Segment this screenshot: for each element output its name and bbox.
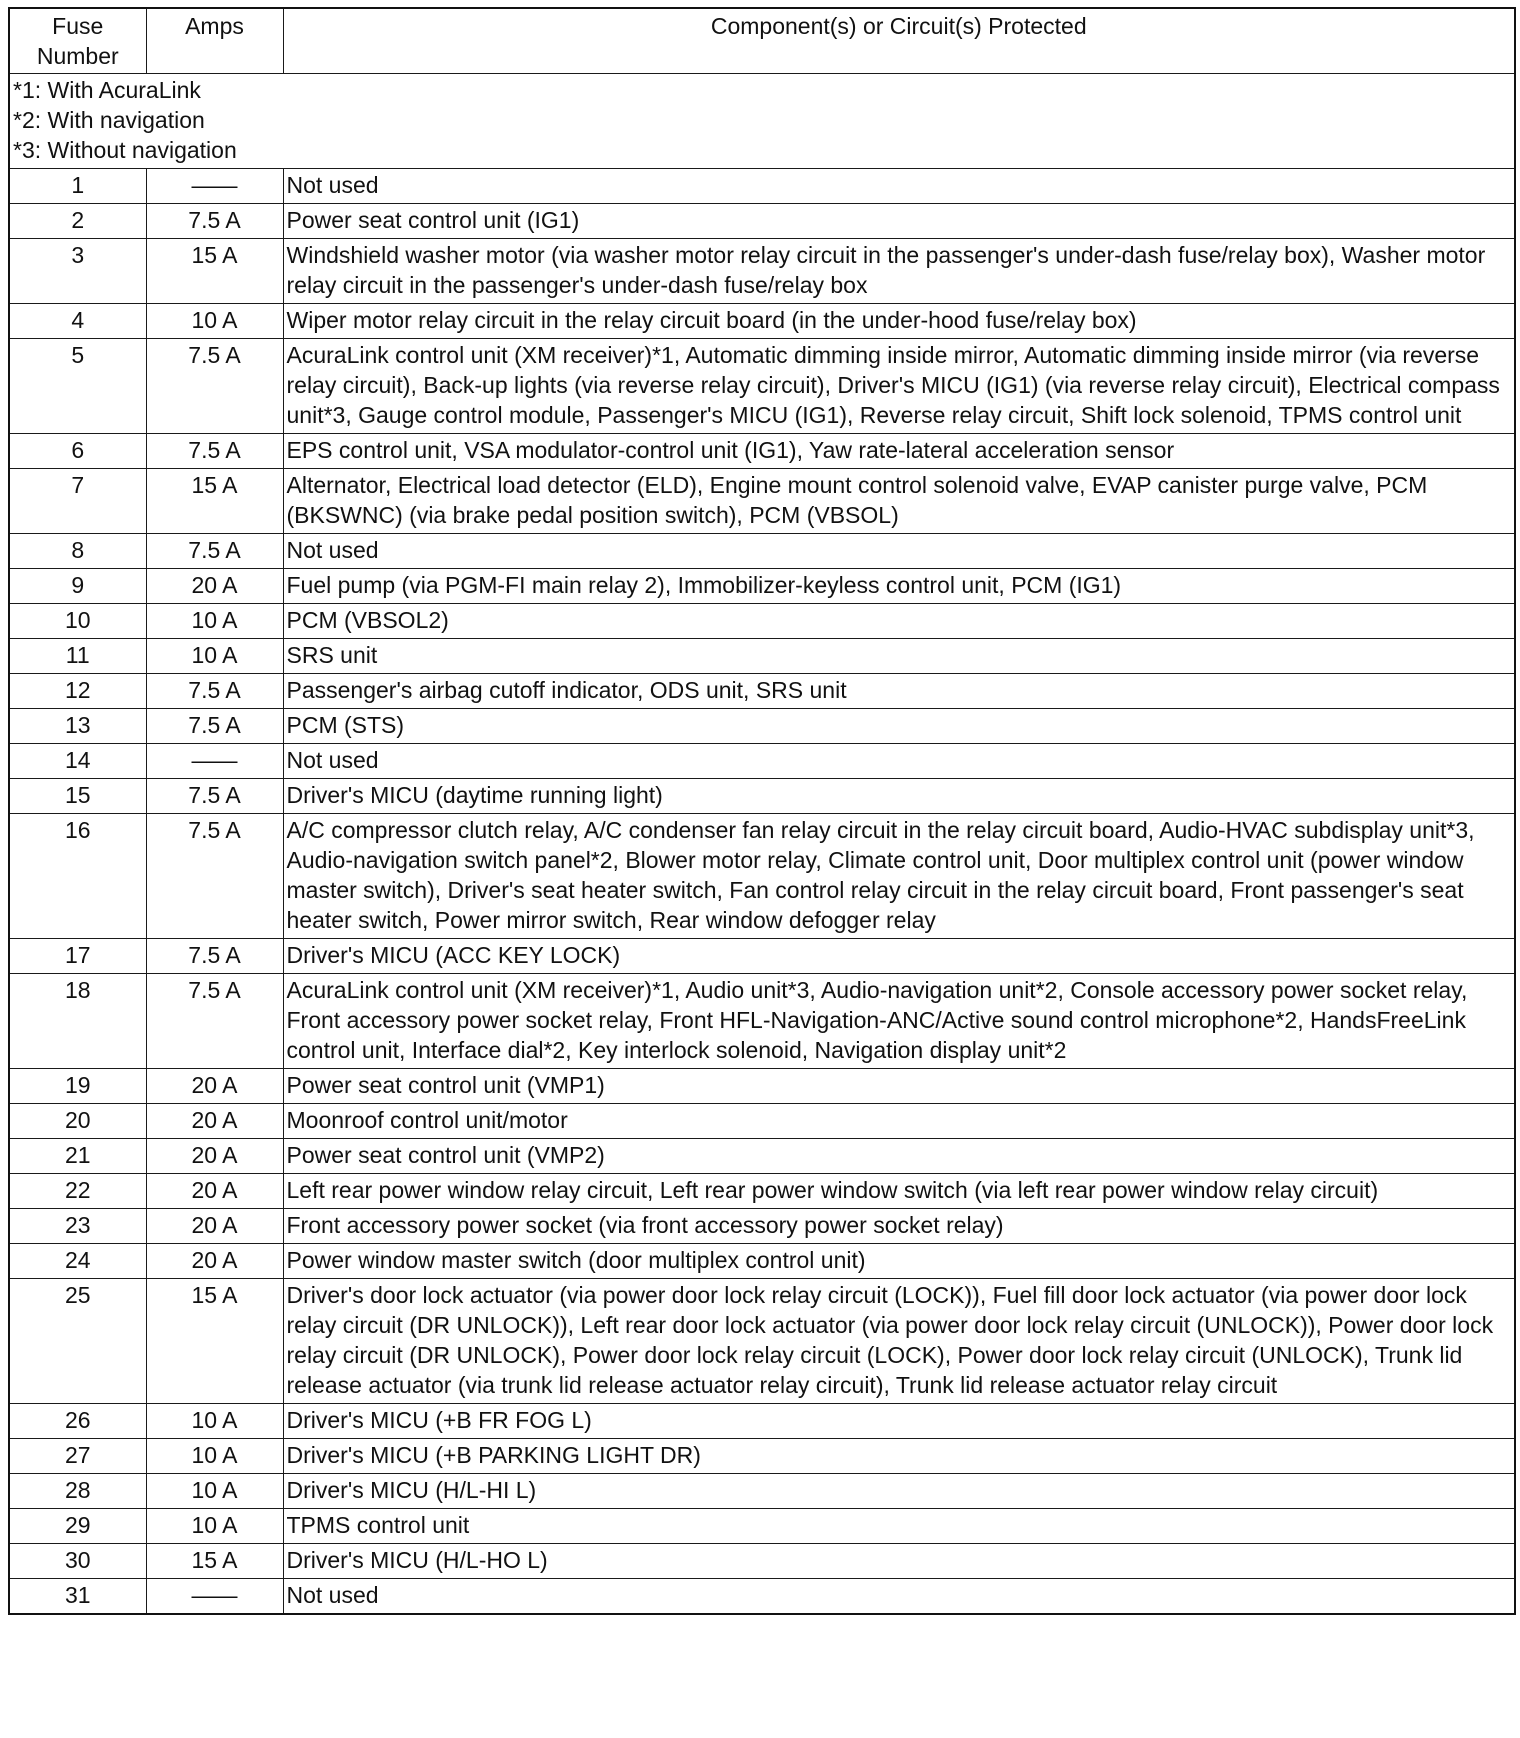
fuse-number-cell: 1 bbox=[9, 169, 146, 204]
amps-cell: 7.5 A bbox=[146, 939, 283, 974]
component-cell: Driver's MICU (H/L-HI L) bbox=[283, 1474, 1515, 1509]
component-cell: PCM (VBSOL2) bbox=[283, 604, 1515, 639]
header-fuse-number bbox=[9, 8, 146, 74]
amps-cell: 20 A bbox=[146, 1069, 283, 1104]
amps-cell: 20 A bbox=[146, 1139, 283, 1174]
component-cell: Driver's MICU (+B PARKING LIGHT DR) bbox=[283, 1439, 1515, 1474]
component-cell: Passenger's airbag cutoff indicator, ODS unit, SRS unit bbox=[283, 674, 1515, 709]
fuse-number-cell: 30 bbox=[9, 1544, 146, 1579]
amps-cell: 7.5 A bbox=[146, 674, 283, 709]
table-row bbox=[9, 204, 1515, 239]
table-row bbox=[9, 604, 1515, 639]
amps-cell: 15 A bbox=[146, 1544, 283, 1579]
amps-cell: 20 A bbox=[146, 569, 283, 604]
header-row bbox=[9, 8, 1515, 74]
component-cell: Power seat control unit (VMP1) bbox=[283, 1069, 1515, 1104]
amps-cell: 20 A bbox=[146, 1209, 283, 1244]
amps-cell: 20 A bbox=[146, 1244, 283, 1279]
table-row bbox=[9, 1474, 1515, 1509]
table-row bbox=[9, 1244, 1515, 1279]
amps-cell: 10 A bbox=[146, 1509, 283, 1544]
amps-cell: 20 A bbox=[146, 1104, 283, 1139]
component-cell: Not used bbox=[283, 744, 1515, 779]
fuse-table bbox=[8, 7, 1516, 1615]
table-row bbox=[9, 1404, 1515, 1439]
table-row bbox=[9, 639, 1515, 674]
table-row bbox=[9, 814, 1515, 939]
amps-cell: 10 A bbox=[146, 1474, 283, 1509]
table-row bbox=[9, 304, 1515, 339]
table-row bbox=[9, 339, 1515, 434]
fuse-number-cell: 13 bbox=[9, 709, 146, 744]
fuse-number-cell: 16 bbox=[9, 814, 146, 939]
amps-cell: 15 A bbox=[146, 1279, 283, 1404]
table-row bbox=[9, 1439, 1515, 1474]
amps-cell: —— bbox=[146, 169, 283, 204]
amps-cell: 7.5 A bbox=[146, 534, 283, 569]
table-row bbox=[9, 1104, 1515, 1139]
component-cell: Front accessory power socket (via front accessory power socket relay) bbox=[283, 1209, 1515, 1244]
component-cell: Driver's MICU (daytime running light) bbox=[283, 779, 1515, 814]
component-cell: Driver's MICU (ACC KEY LOCK) bbox=[283, 939, 1515, 974]
component-cell: Driver's MICU (H/L-HO L) bbox=[283, 1544, 1515, 1579]
fuse-number-cell: 31 bbox=[9, 1579, 146, 1615]
table-row bbox=[9, 1544, 1515, 1579]
fuse-number-cell: 5 bbox=[9, 339, 146, 434]
component-cell: SRS unit bbox=[283, 639, 1515, 674]
table-row bbox=[9, 169, 1515, 204]
fuse-number-cell: 4 bbox=[9, 304, 146, 339]
amps-cell: 7.5 A bbox=[146, 204, 283, 239]
table-row bbox=[9, 1139, 1515, 1174]
footnote: *1: With AcuraLink bbox=[13, 77, 201, 103]
fuse-number-cell: 6 bbox=[9, 434, 146, 469]
table-row bbox=[9, 779, 1515, 814]
component-cell: Power window master switch (door multiplex control unit) bbox=[283, 1244, 1515, 1279]
amps-cell: 10 A bbox=[146, 304, 283, 339]
table-row bbox=[9, 1174, 1515, 1209]
amps-cell: 7.5 A bbox=[146, 709, 283, 744]
table-row bbox=[9, 1279, 1515, 1404]
component-cell: EPS control unit, VSA modulator-control unit (IG1), Yaw rate-lateral acceleration sensor bbox=[283, 434, 1515, 469]
header-component: Component(s) or Circuit(s) Protected bbox=[283, 8, 1515, 74]
fuse-number-cell: 29 bbox=[9, 1509, 146, 1544]
amps-cell: 7.5 A bbox=[146, 814, 283, 939]
table-row bbox=[9, 434, 1515, 469]
table-row bbox=[9, 974, 1515, 1069]
fuse-number-cell: 14 bbox=[9, 744, 146, 779]
notes-row bbox=[9, 74, 1515, 169]
header-fuse-line2: Number bbox=[36, 43, 119, 69]
footnote: *3: Without navigation bbox=[13, 137, 237, 163]
fuse-number-cell: 17 bbox=[9, 939, 146, 974]
fuse-number-cell: 12 bbox=[9, 674, 146, 709]
amps-cell: 10 A bbox=[146, 1439, 283, 1474]
table-row bbox=[9, 939, 1515, 974]
fuse-number-cell: 18 bbox=[9, 974, 146, 1069]
table-row bbox=[9, 744, 1515, 779]
fuse-number-cell: 24 bbox=[9, 1244, 146, 1279]
table-row bbox=[9, 1579, 1515, 1615]
fuse-number-cell: 19 bbox=[9, 1069, 146, 1104]
table-row bbox=[9, 239, 1515, 304]
component-cell: Left rear power window relay circuit, Left rear power window switch (via left rear power window relay circuit) bbox=[283, 1174, 1515, 1209]
fuse-number-cell: 28 bbox=[9, 1474, 146, 1509]
header-amps: Amps bbox=[146, 8, 283, 74]
amps-cell: —— bbox=[146, 744, 283, 779]
table-row bbox=[9, 674, 1515, 709]
footnote: *2: With navigation bbox=[13, 107, 205, 133]
table-row bbox=[9, 1509, 1515, 1544]
fuse-number-cell: 2 bbox=[9, 204, 146, 239]
fuse-number-cell: 23 bbox=[9, 1209, 146, 1244]
table-row bbox=[9, 1069, 1515, 1104]
component-cell: AcuraLink control unit (XM receiver)*1, Audio unit*3, Audio-navigation unit*2, Console accessory power socket relay, Front accessory power socket relay, Front HFL-Navigation-ANC/Active sound control microphone*2, HandsFreeLink control unit, Interface dial*2, Key interlock solenoid, Navigation display unit*2 bbox=[283, 974, 1515, 1069]
component-cell: AcuraLink control unit (XM receiver)*1, Automatic dimming inside mirror, Automatic dimming inside mirror (via reverse relay circuit), Back-up lights (via reverse relay circuit), Driver's MICU (IG1) (via reverse relay circuit), Electrical compass unit*3, Gauge control module, Passenger's MICU (IG1), Reverse relay circuit, Shift lock solenoid, TPMS control unit bbox=[283, 339, 1515, 434]
fuse-number-cell: 22 bbox=[9, 1174, 146, 1209]
component-cell: TPMS control unit bbox=[283, 1509, 1515, 1544]
amps-cell: 7.5 A bbox=[146, 779, 283, 814]
component-cell: Power seat control unit (VMP2) bbox=[283, 1139, 1515, 1174]
fuse-number-cell: 10 bbox=[9, 604, 146, 639]
footnotes bbox=[9, 74, 1515, 169]
fuse-number-cell: 7 bbox=[9, 469, 146, 534]
fuse-number-cell: 20 bbox=[9, 1104, 146, 1139]
header-fuse-line1: Fuse bbox=[52, 13, 104, 39]
component-cell: Power seat control unit (IG1) bbox=[283, 204, 1515, 239]
fuse-number-cell: 21 bbox=[9, 1139, 146, 1174]
amps-cell: 15 A bbox=[146, 239, 283, 304]
amps-cell: 15 A bbox=[146, 469, 283, 534]
amps-cell: 7.5 A bbox=[146, 434, 283, 469]
fuse-number-cell: 25 bbox=[9, 1279, 146, 1404]
fuse-number-cell: 26 bbox=[9, 1404, 146, 1439]
fuse-number-cell: 15 bbox=[9, 779, 146, 814]
fuse-number-cell: 9 bbox=[9, 569, 146, 604]
amps-cell: 10 A bbox=[146, 1404, 283, 1439]
component-cell: Fuel pump (via PGM-FI main relay 2), Immobilizer-keyless control unit, PCM (IG1) bbox=[283, 569, 1515, 604]
component-cell: Driver's door lock actuator (via power door lock relay circuit (LOCK)), Fuel fill door lock actuator (via power door lock relay circuit (DR UNLOCK)), Left rear door lock actuator (via power door lock relay circuit (UNLOCK)), Power door lock relay circuit (DR UNLOCK), Power door lock relay circuit (LOCK), Power door lock relay circuit (UNLOCK), Trunk lid release actuator (via trunk lid release actuator relay circuit), Trunk lid release actuator relay circuit bbox=[283, 1279, 1515, 1404]
component-cell: Wiper motor relay circuit in the relay circuit board (in the under-hood fuse/relay box) bbox=[283, 304, 1515, 339]
component-cell: Alternator, Electrical load detector (ELD), Engine mount control solenoid valve, EVAP canister purge valve, PCM (BKSWNC) (via brake pedal position switch), PCM (VBSOL) bbox=[283, 469, 1515, 534]
table-row bbox=[9, 469, 1515, 534]
component-cell: Driver's MICU (+B FR FOG L) bbox=[283, 1404, 1515, 1439]
fuse-number-cell: 27 bbox=[9, 1439, 146, 1474]
table-row bbox=[9, 1209, 1515, 1244]
component-cell: Windshield washer motor (via washer motor relay circuit in the passenger's under-dash fuse/relay box), Washer motor relay circuit in the passenger's under-dash fuse/relay box bbox=[283, 239, 1515, 304]
amps-cell: 20 A bbox=[146, 1174, 283, 1209]
table-row bbox=[9, 534, 1515, 569]
amps-cell: —— bbox=[146, 1579, 283, 1615]
amps-cell: 10 A bbox=[146, 604, 283, 639]
component-cell: PCM (STS) bbox=[283, 709, 1515, 744]
component-cell: Moonroof control unit/motor bbox=[283, 1104, 1515, 1139]
amps-cell: 7.5 A bbox=[146, 974, 283, 1069]
component-cell: A/C compressor clutch relay, A/C condenser fan relay circuit in the relay circuit board, Audio-HVAC subdisplay unit*3, Audio-navigation switch panel*2, Blower motor relay, Climate control unit, Door multiplex control unit (power window master switch), Driver's seat heater switch, Fan control relay circuit in the relay circuit board, Front passenger's seat heater switch, Power mirror switch, Rear window defogger relay bbox=[283, 814, 1515, 939]
fuse-number-cell: 3 bbox=[9, 239, 146, 304]
fuse-number-cell: 11 bbox=[9, 639, 146, 674]
amps-cell: 10 A bbox=[146, 639, 283, 674]
component-cell: Not used bbox=[283, 1579, 1515, 1615]
component-cell: Not used bbox=[283, 169, 1515, 204]
component-cell: Not used bbox=[283, 534, 1515, 569]
amps-cell: 7.5 A bbox=[146, 339, 283, 434]
fuse-number-cell: 8 bbox=[9, 534, 146, 569]
table-row bbox=[9, 569, 1515, 604]
table-row bbox=[9, 709, 1515, 744]
